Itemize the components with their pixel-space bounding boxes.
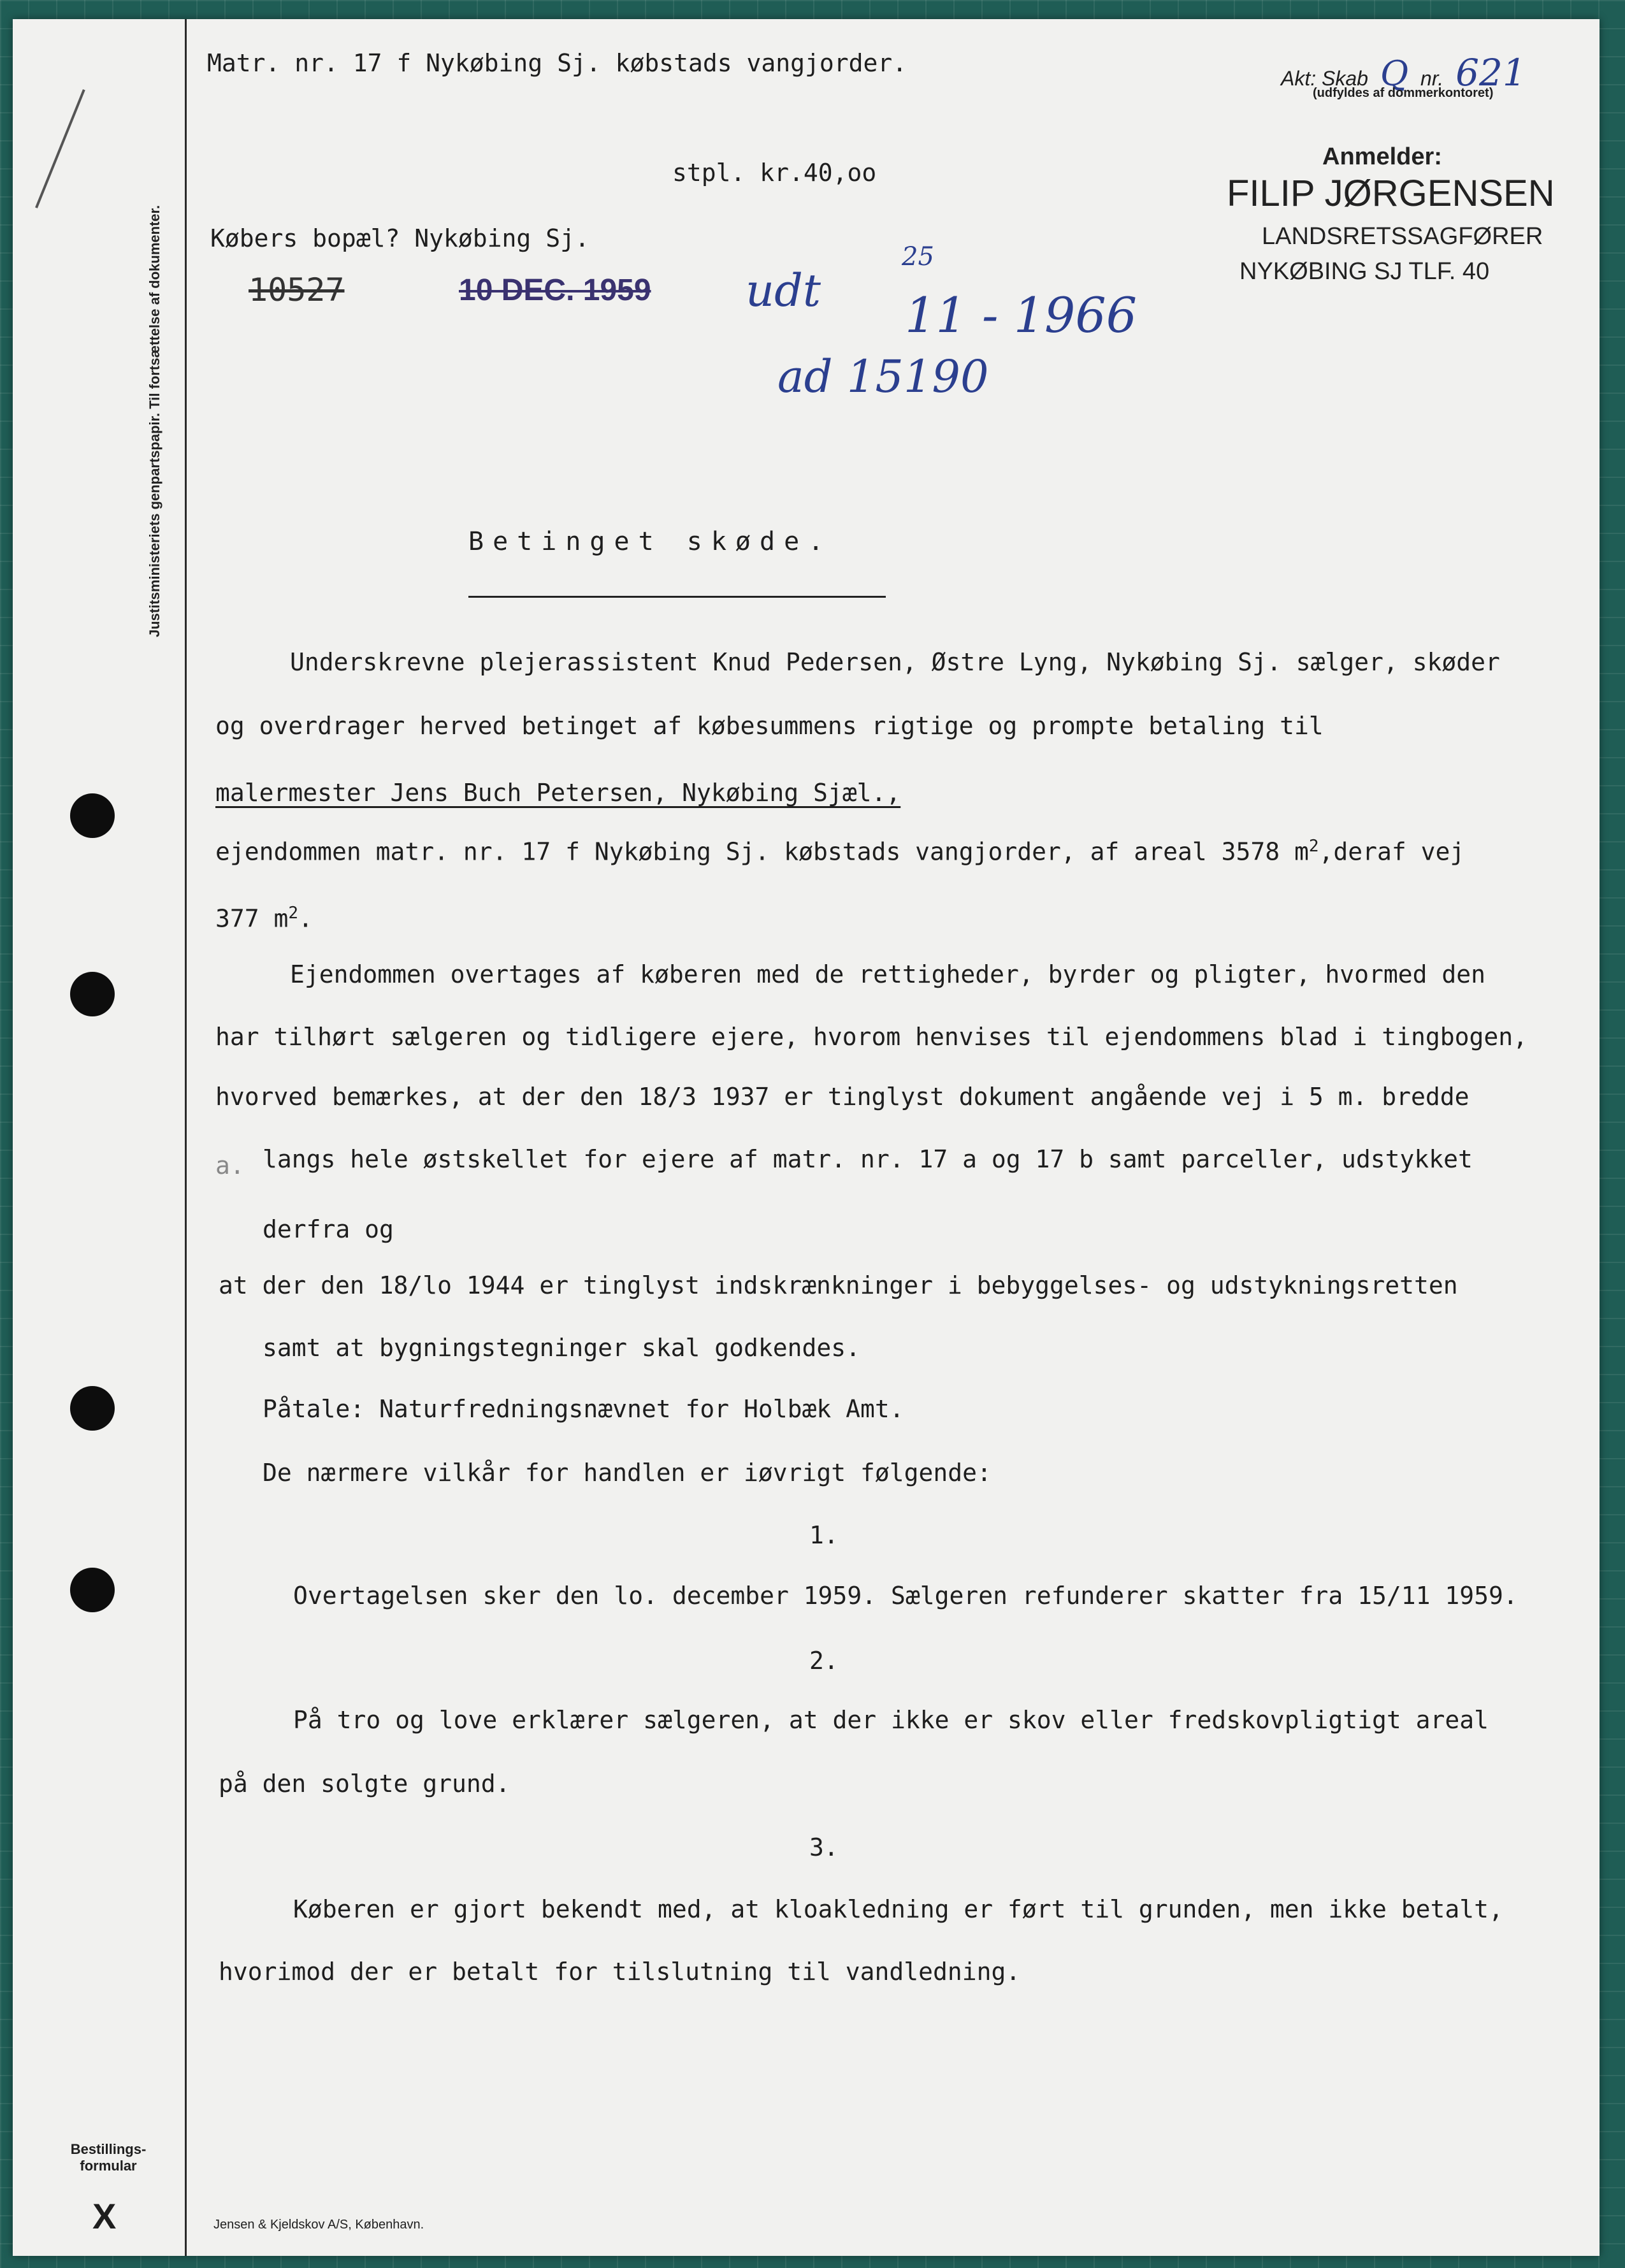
property-area-line xyxy=(215,838,1464,864)
punch-hole xyxy=(70,1568,115,1612)
paragraph-line: De nærmere vilkår for handlen er iøvrigt følgende: xyxy=(263,1459,992,1487)
paragraph-line: På tro og love erklærer sælgeren, at der ikke er skov eller fredskovpligtigt areal xyxy=(293,1706,1489,1734)
paragraph-line: Køberen er gjort bekendt med, at kloakledning er ført til grunden, men ikke betalt, xyxy=(293,1895,1503,1923)
paragraph-line: Ejendommen overtages af køberen med de rettigheder, byrder og pligter, hvormed den xyxy=(290,960,1485,988)
handwritten-ad: ad 15190 xyxy=(777,350,989,403)
punch-hole xyxy=(70,793,115,838)
order-form-mark: X xyxy=(92,2196,117,2236)
paragraph-line: hvorved bemærkes, at der den 18/3 1937 er tinglyst dokument angående vej i 5 m. bredde xyxy=(215,1083,1470,1111)
title-underline xyxy=(468,596,886,598)
akt-note: (udfyldes af dommerkontoret) xyxy=(1313,86,1494,100)
area-unit-exponent: 2 xyxy=(288,904,299,923)
anmelder-address: NYKØBING SJ TLF. 40 xyxy=(1239,258,1490,285)
paragraph-line: Overtagelsen sker den lo. december 1959. Sælgeren refunderer skatter fra 15/11 1959. xyxy=(293,1582,1518,1610)
buyer-residence: Købers bopæl? Nykøbing Sj. xyxy=(210,224,589,252)
paragraph-line: har tilhørt sælgeren og tidligere ejere, hvorom henvises til ejendommens blad i tingbogen, xyxy=(215,1023,1528,1051)
paragraph-line: Underskrevne plejerassistent Knud Pedersen, Østre Lyng, Nykøbing Sj. sælger, skøder xyxy=(290,648,1500,676)
road-area-line xyxy=(215,905,313,931)
margin-marker: a. xyxy=(215,1152,245,1180)
order-form-label-line: formular xyxy=(80,2158,137,2174)
akt-label: Akt: Skab xyxy=(1281,67,1368,90)
paragraph-line: og overdrager herved betinget af købesummens rigtige og prompte betaling til xyxy=(215,712,1324,740)
buyer-name-line: malermester Jens Buch Petersen, Nykøbing Sjæl., xyxy=(215,779,901,807)
stamp-duty: stpl. kr.40,oo xyxy=(672,159,877,187)
akt-skab-value: Q xyxy=(1380,54,1409,94)
property-area-text: ejendommen matr. nr. 17 f Nykøbing Sj. købstads vangjorder, af areal 3578 m xyxy=(215,837,1309,866)
paragraph-line: hvorimod der er betalt for tilslutning til vandledning. xyxy=(219,1958,1021,1986)
anmelder-title: LANDSRETSSAGFØRER xyxy=(1262,223,1543,250)
order-form-label xyxy=(67,2141,150,2174)
pencil-mark xyxy=(35,89,85,208)
paragraph-line: på den solgte grund. xyxy=(219,1770,510,1798)
road-area-text: 377 m xyxy=(215,904,289,933)
section-number: 3. xyxy=(809,1833,839,1861)
handwritten-udt: udt xyxy=(746,264,821,317)
margin-line xyxy=(185,19,187,2256)
road-area-text: . xyxy=(298,904,313,933)
section-number: 1. xyxy=(809,1521,839,1549)
property-line: Matr. nr. 17 f Nykøbing Sj. købstads vangjorder. xyxy=(207,49,907,77)
akt-nr-value: 621 xyxy=(1455,51,1526,94)
punch-hole xyxy=(70,972,115,1016)
document-title: Betinget skøde. xyxy=(468,527,833,556)
paragraph-line: Påtale: Naturfredningsnævnet for Holbæk Amt. xyxy=(263,1395,904,1423)
handwritten-date-day: 25 xyxy=(902,242,934,271)
area-unit-exponent: 2 xyxy=(1308,837,1319,856)
paper-notice: Justitsministeriets genpartspapir. Til fortsættelse af dokumenter. xyxy=(147,205,162,637)
journal-number: 10527 xyxy=(249,271,345,308)
date-stamp: 10 DEC. 1959 xyxy=(459,273,651,307)
paragraph-line: langs hele østskellet for ejere af matr. nr. 17 a og 17 b samt parceller, udstykket xyxy=(263,1145,1473,1173)
paragraph-line: at der den 18/lo 1944 er tinglyst indskrænkninger i bebyggelses- og udstykningsretten xyxy=(219,1271,1458,1299)
order-form-label-line: Bestillings- xyxy=(70,2141,147,2157)
document-sheet xyxy=(13,19,1600,2256)
section-number: 2. xyxy=(809,1647,839,1675)
anmelder-name: FILIP JØRGENSEN xyxy=(1227,173,1555,214)
paragraph-line: derfra og xyxy=(263,1215,394,1243)
printer-imprint: Jensen & Kjeldskov A/S, København. xyxy=(213,2218,424,2232)
handwritten-date: 11 - 1966 xyxy=(905,287,1138,343)
property-area-text: ,deraf vej xyxy=(1318,837,1465,866)
punch-hole xyxy=(70,1386,115,1431)
paragraph-line: samt at bygningstegninger skal godkendes. xyxy=(263,1334,860,1362)
akt-nr-label: nr. xyxy=(1420,67,1444,90)
anmelder-label: Anmelder: xyxy=(1322,143,1442,170)
